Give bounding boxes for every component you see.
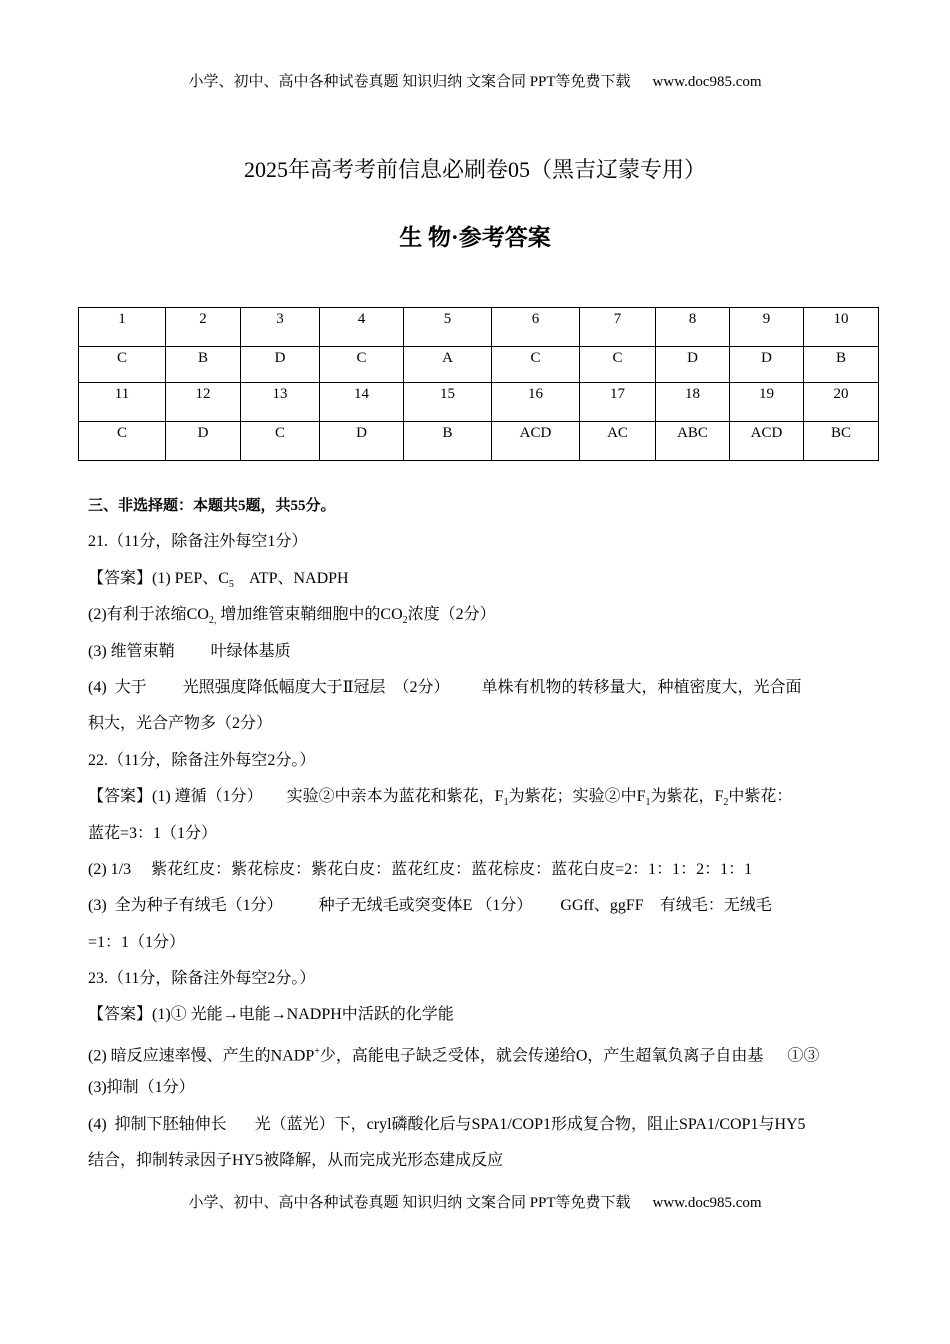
table-cell: 19: [730, 383, 804, 422]
text-line: [88, 530, 868, 566]
text-line: [88, 749, 868, 785]
text-segment: 结合，抑制转录因子HY5被降解，从而完成光形态建成反应: [88, 1152, 504, 1170]
table-cell: C: [241, 422, 320, 461]
table-row: [79, 347, 879, 383]
text-segment: 三、非选择题：本题共5题，共55分。: [88, 498, 336, 514]
table-cell: 16: [492, 383, 580, 422]
table-cell: ABC: [656, 422, 730, 461]
text-segment: 【答案】(1)① 光能→电能→NADPH中活跃的化学能: [88, 1006, 454, 1024]
table-cell: D: [656, 347, 730, 383]
text-segment: (4) 大于 光照强度降低幅度大于Ⅱ冠层 （2分） 单株有机物的转移量大，种植密度大，光合面: [88, 678, 802, 696]
text-segment: (3) 维管束鞘 叶绿体基质: [88, 642, 291, 660]
text-segment: (2) 暗反应速率慢、产生的NADP: [88, 1047, 315, 1065]
text-segment: (3)抑制（1分）: [88, 1079, 195, 1097]
text-segment: 【答案】(1) PEP、C: [88, 569, 229, 587]
table-cell: C: [492, 347, 580, 383]
table-cell: 13: [241, 383, 320, 422]
table-row: [79, 383, 879, 422]
text-segment: 为紫花；实验②中F: [508, 788, 646, 806]
table-cell: D: [730, 347, 804, 383]
footer-text: 小学、初中、高中各种试卷真题 知识归纳 文案合同 PPT等免费下载: [188, 1195, 631, 1211]
text-segment: (4) 抑制下胚轴伸长 光（蓝光）下，cryl磷酸化后与SPA1/COP1形成复合物，阻止SPA1/COP1与HY5: [88, 1115, 806, 1133]
document-title: 2025年高考考前信息必刷卷05（黑吉辽蒙专用）: [243, 157, 706, 182]
table-cell: 10: [804, 308, 879, 347]
text-line: [88, 1003, 868, 1039]
text-line: [88, 1040, 868, 1076]
page-footer: [0, 1191, 950, 1212]
text-line: [88, 603, 868, 639]
table-row: [79, 308, 879, 347]
table-cell: D: [320, 422, 404, 461]
document-subtitle: 生 物·参考答案: [399, 225, 551, 250]
text-segment: =1：1（1分）: [88, 933, 186, 951]
text-line: [88, 1076, 868, 1112]
table-cell: 12: [166, 383, 241, 422]
text-segment: 2: [723, 797, 729, 809]
text-line: [88, 1149, 868, 1185]
page-header: [0, 70, 950, 91]
text-line: [88, 1113, 868, 1149]
text-segment: (2) 1/3 紫花红皮：紫花棕皮：紫花白皮：蓝花红皮：蓝花棕皮：蓝花白皮=2：1：1：2：1：1: [88, 860, 753, 878]
table-cell: C: [580, 347, 656, 383]
table-cell: C: [79, 347, 166, 383]
footer-url[interactable]: www.doc985.com: [652, 1195, 762, 1211]
table-cell: ACD: [730, 422, 804, 461]
text-segment: 积大，光合产物多（2分）: [88, 715, 273, 733]
table-cell: C: [79, 422, 166, 461]
table-cell: 18: [656, 383, 730, 422]
table-cell: 3: [241, 308, 320, 347]
text-segment: 2: [402, 615, 408, 627]
text-line: [88, 676, 868, 712]
text-segment: +: [314, 1045, 320, 1057]
text-line: [88, 931, 868, 967]
answer-table: [78, 307, 879, 461]
text-line: [88, 967, 868, 1003]
table-cell: D: [166, 422, 241, 461]
text-line: [88, 785, 868, 821]
text-segment: 21.（11分，除备注外每空1分）: [88, 533, 308, 551]
table-cell: 4: [320, 308, 404, 347]
table-cell: B: [404, 422, 492, 461]
table-cell: D: [241, 347, 320, 383]
table-cell: 5: [404, 308, 492, 347]
table-cell: A: [404, 347, 492, 383]
table-cell: BC: [804, 422, 879, 461]
answer-body: [88, 494, 868, 1185]
text-segment: ATP、NADPH: [233, 569, 349, 587]
header-text: 小学、初中、高中各种试卷真题 知识归纳 文案合同 PPT等免费下载: [188, 74, 631, 90]
text-segment: 少，高能电子缺乏受体，就会传递给O，产生超氧负离子自由基 ①③: [319, 1047, 820, 1065]
text-segment: 5: [228, 578, 234, 590]
text-segment: (2)有利于浓缩CO: [88, 606, 209, 624]
table-cell: B: [804, 347, 879, 383]
table-cell: 20: [804, 383, 879, 422]
text-line: [88, 640, 868, 676]
text-segment: 23.（11分，除备注外每空2分。）: [88, 970, 316, 988]
table-cell: 8: [656, 308, 730, 347]
text-segment: 1: [645, 797, 651, 809]
text-segment: 2,: [208, 615, 217, 627]
table-cell: ACD: [492, 422, 580, 461]
text-segment: 中紫花：: [728, 788, 793, 806]
text-segment: 增加维管束鞘细胞中的CO: [216, 606, 403, 624]
text-segment: (3) 全为种子有绒毛（1分） 种子无绒毛或突变体E （1分） GGff、ggFF 有绒毛：无绒毛: [88, 897, 772, 915]
table-cell: 1: [79, 308, 166, 347]
text-line: [88, 712, 868, 748]
table-row: [79, 422, 879, 461]
table-cell: 14: [320, 383, 404, 422]
table-cell: 17: [580, 383, 656, 422]
text-line: [88, 858, 868, 894]
table-cell: B: [166, 347, 241, 383]
text-segment: 为紫花，F: [650, 788, 724, 806]
text-segment: 【答案】(1) 遵循（1分） 实验②中亲本为蓝花和紫花，F: [88, 788, 504, 806]
text-line: [88, 494, 868, 530]
text-segment: 22.（11分，除备注外每空2分。）: [88, 751, 316, 769]
text-line: [88, 567, 868, 603]
text-segment: 蓝花=3：1（1分）: [88, 824, 218, 842]
table-cell: AC: [580, 422, 656, 461]
table-cell: 7: [580, 308, 656, 347]
text-segment: 1: [503, 797, 509, 809]
header-url[interactable]: www.doc985.com: [652, 74, 762, 90]
table-cell: 15: [404, 383, 492, 422]
table-cell: 2: [166, 308, 241, 347]
table-cell: 9: [730, 308, 804, 347]
text-line: [88, 822, 868, 858]
text-segment: 浓度（2分）: [407, 606, 496, 624]
table-cell: 11: [79, 383, 166, 422]
table-cell: 6: [492, 308, 580, 347]
text-line: [88, 894, 868, 930]
table-cell: C: [320, 347, 404, 383]
